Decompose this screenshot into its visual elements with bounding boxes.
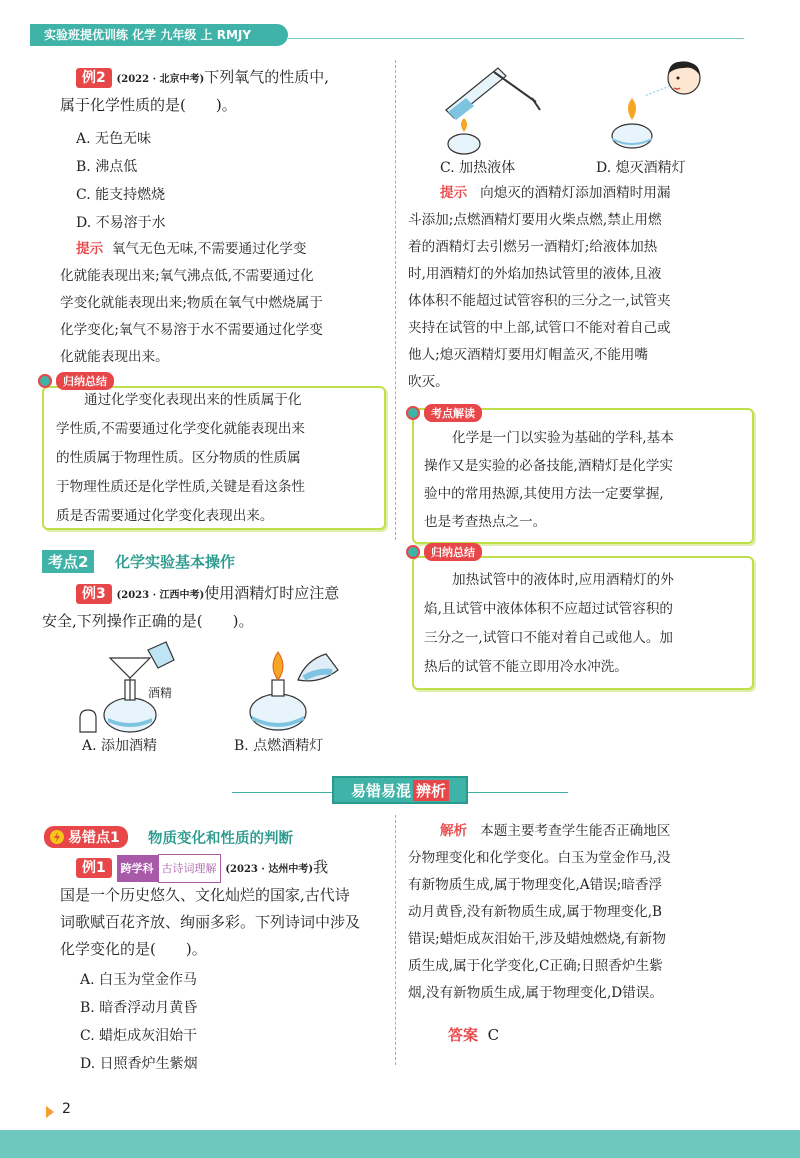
globe-icon <box>406 406 420 420</box>
example2-source: (2022 · 北京中考) <box>116 74 205 85</box>
caption-a: A. 添加酒精 <box>82 738 158 754</box>
image-heat-liquid <box>436 62 546 154</box>
summary2-text: 加热试管中的液体时,应用酒精灯的外 焰,且试管中液体体积不应超过试管容积的 三分之一,试管口不能对着自己或他人。加 热后的试管不能立即用冷水冲洗。 <box>424 572 674 675</box>
example2-stem-line2: 属于化学性质的是( )。 <box>60 96 237 114</box>
caption-d: D. 熄灭酒精灯 <box>596 160 686 176</box>
answer-label: 答案 <box>448 1026 479 1044</box>
keypoint2-title: 化学实验基本操作 <box>115 553 236 571</box>
explain-text: 化学是一门以实验为基础的学科,基本 操作又是实验的必备技能,酒精灯是化学实 验中的常用热源,其使用方法一定要掌握, 也是考查热点之一。 <box>424 430 674 530</box>
example2-option-d: D. 不易溶于水 <box>76 215 166 231</box>
error1-stem-line1: 例1 跨学科 古诗词理解 (2023 · 达州中考)我 <box>76 854 328 883</box>
analysis-label: 解析 <box>440 823 468 839</box>
globe-icon <box>38 374 52 388</box>
header-rule <box>288 38 744 39</box>
example3-stem-line1: 例3 (2023 · 江西中考)使用酒精灯时应注意 <box>76 580 339 609</box>
explain-badge: 考点解读 <box>406 404 482 422</box>
footer-band <box>0 1130 800 1158</box>
example2-hint: 提示 氧气无色无味,不需要通过化学变 化就能表现出来;氧气沸点低,不需要通过化 学变化就能表现出来;物质在氧气中燃烧属于 化学变化;氧气不易溶于水不需要通过化学变 化就能表现出来。 <box>60 241 323 365</box>
example2-stem-line1: 例2 (2022 · 北京中考)下列氧气的性质中, <box>76 64 329 93</box>
error1-option-b: B. 暗香浮动月黄昏 <box>80 1000 198 1016</box>
section-banner: 易错易混 辨析 <box>332 776 468 804</box>
answer-line <box>448 1024 499 1045</box>
example3-hint: 提示 向熄灭的酒精灯添加酒精时用漏 斗添加;点燃酒精灯要用火柴点燃,禁止用燃 着的酒精灯去引燃另一酒精灯;给液体加热 时,用酒精灯的外焰加热试管里的液体,且液 体体积不能超过试管容积的三分之一,试管夹 夹持在试管的中上部,试管口不能对着自己或 他人;熄灭酒精灯要用灯帽盖灭,不能用嘴 吹灭。 <box>408 185 671 390</box>
example2-option-a: A. 无色无味 <box>76 131 152 147</box>
example2-hint-label: 提示 <box>76 241 104 257</box>
example2-option-c: C. 能支持燃烧 <box>76 187 166 203</box>
lightning-icon <box>50 830 64 844</box>
error1-analysis: 解析 本题主要考查学生能否正确地区 分物理变化和化学变化。白玉为堂金作马,没 有新物质生成,属于物理变化,A错误;暗香浮 动月黄昏,没有新物质生成,属于物理变化,B 错误;蜡炬成灰泪始干,涉及蜡烛燃烧,有新物 质生成,属于化学变化,C正确;日照香炉生紫 烟,没有新物质生成,属于物理变化,D错误。 <box>408 823 671 1001</box>
caption-b: B. 点燃酒精灯 <box>234 738 324 754</box>
example2-tag: 例2 <box>76 68 112 88</box>
keypoint2-tag: 考点2 <box>42 550 94 573</box>
summary-badge-1: 归纳总结 <box>38 372 114 390</box>
column-divider-bottom <box>395 815 396 1065</box>
answer-value: C <box>487 1026 500 1044</box>
example2-option-b: B. 沸点低 <box>76 159 138 175</box>
error1-option-d: D. 日照香炉生紫烟 <box>80 1056 198 1072</box>
page-number: 2 <box>62 1101 71 1117</box>
error1-source: (2023 · 达州中考) <box>225 864 314 875</box>
summary1-text: 通过化学变化表现出来的性质属于化 学性质,不需要通过化学变化就能表现出来 的性质属于物理性质。区分物质的性质属 于物理性质还是化学性质,关键是看这条性 质是否需要通过化学变化表现出来。 <box>56 392 306 524</box>
error-point-title: 物质变化和性质的判断 <box>148 831 293 847</box>
error1-stem-rest: 国是一个历史悠久、文化灿烂的国家,古代诗 词歌赋百花齐放、绚丽多彩。下列诗词中涉及 化学变化的是( )。 <box>60 886 361 958</box>
summary-badge-2: 归纳总结 <box>406 543 482 561</box>
error1-option-c: C. 蜡炬成灰泪始干 <box>80 1028 198 1044</box>
image-label-alcohol: 酒精 <box>148 686 173 700</box>
header-title: 实验班提优训练 化学 九年级 上 RMJY <box>44 28 252 42</box>
error-point-tag: 易错点1 <box>44 826 128 848</box>
example3-tag: 例3 <box>76 584 112 604</box>
cross-subject-tag: 跨学科 <box>117 855 158 882</box>
error1-option-a: A. 白玉为堂金作马 <box>80 972 198 988</box>
example3-hint-label: 提示 <box>440 185 468 201</box>
poem-tag: 古诗词理解 <box>158 854 221 883</box>
example3-source: (2023 · 江西中考) <box>116 590 205 601</box>
example3-stem-line2: 安全,下列操作正确的是( )。 <box>42 612 254 630</box>
error1-example-tag: 例1 <box>76 858 112 878</box>
globe-icon <box>406 545 420 559</box>
caption-c: C. 加热液体 <box>440 160 516 176</box>
image-extinguish-lamp <box>604 56 714 152</box>
section-rule-left <box>232 792 332 793</box>
column-divider-top <box>395 60 396 540</box>
page-marker-icon <box>46 1106 54 1118</box>
section-rule-right <box>468 792 568 793</box>
image-light-lamp <box>236 640 346 732</box>
